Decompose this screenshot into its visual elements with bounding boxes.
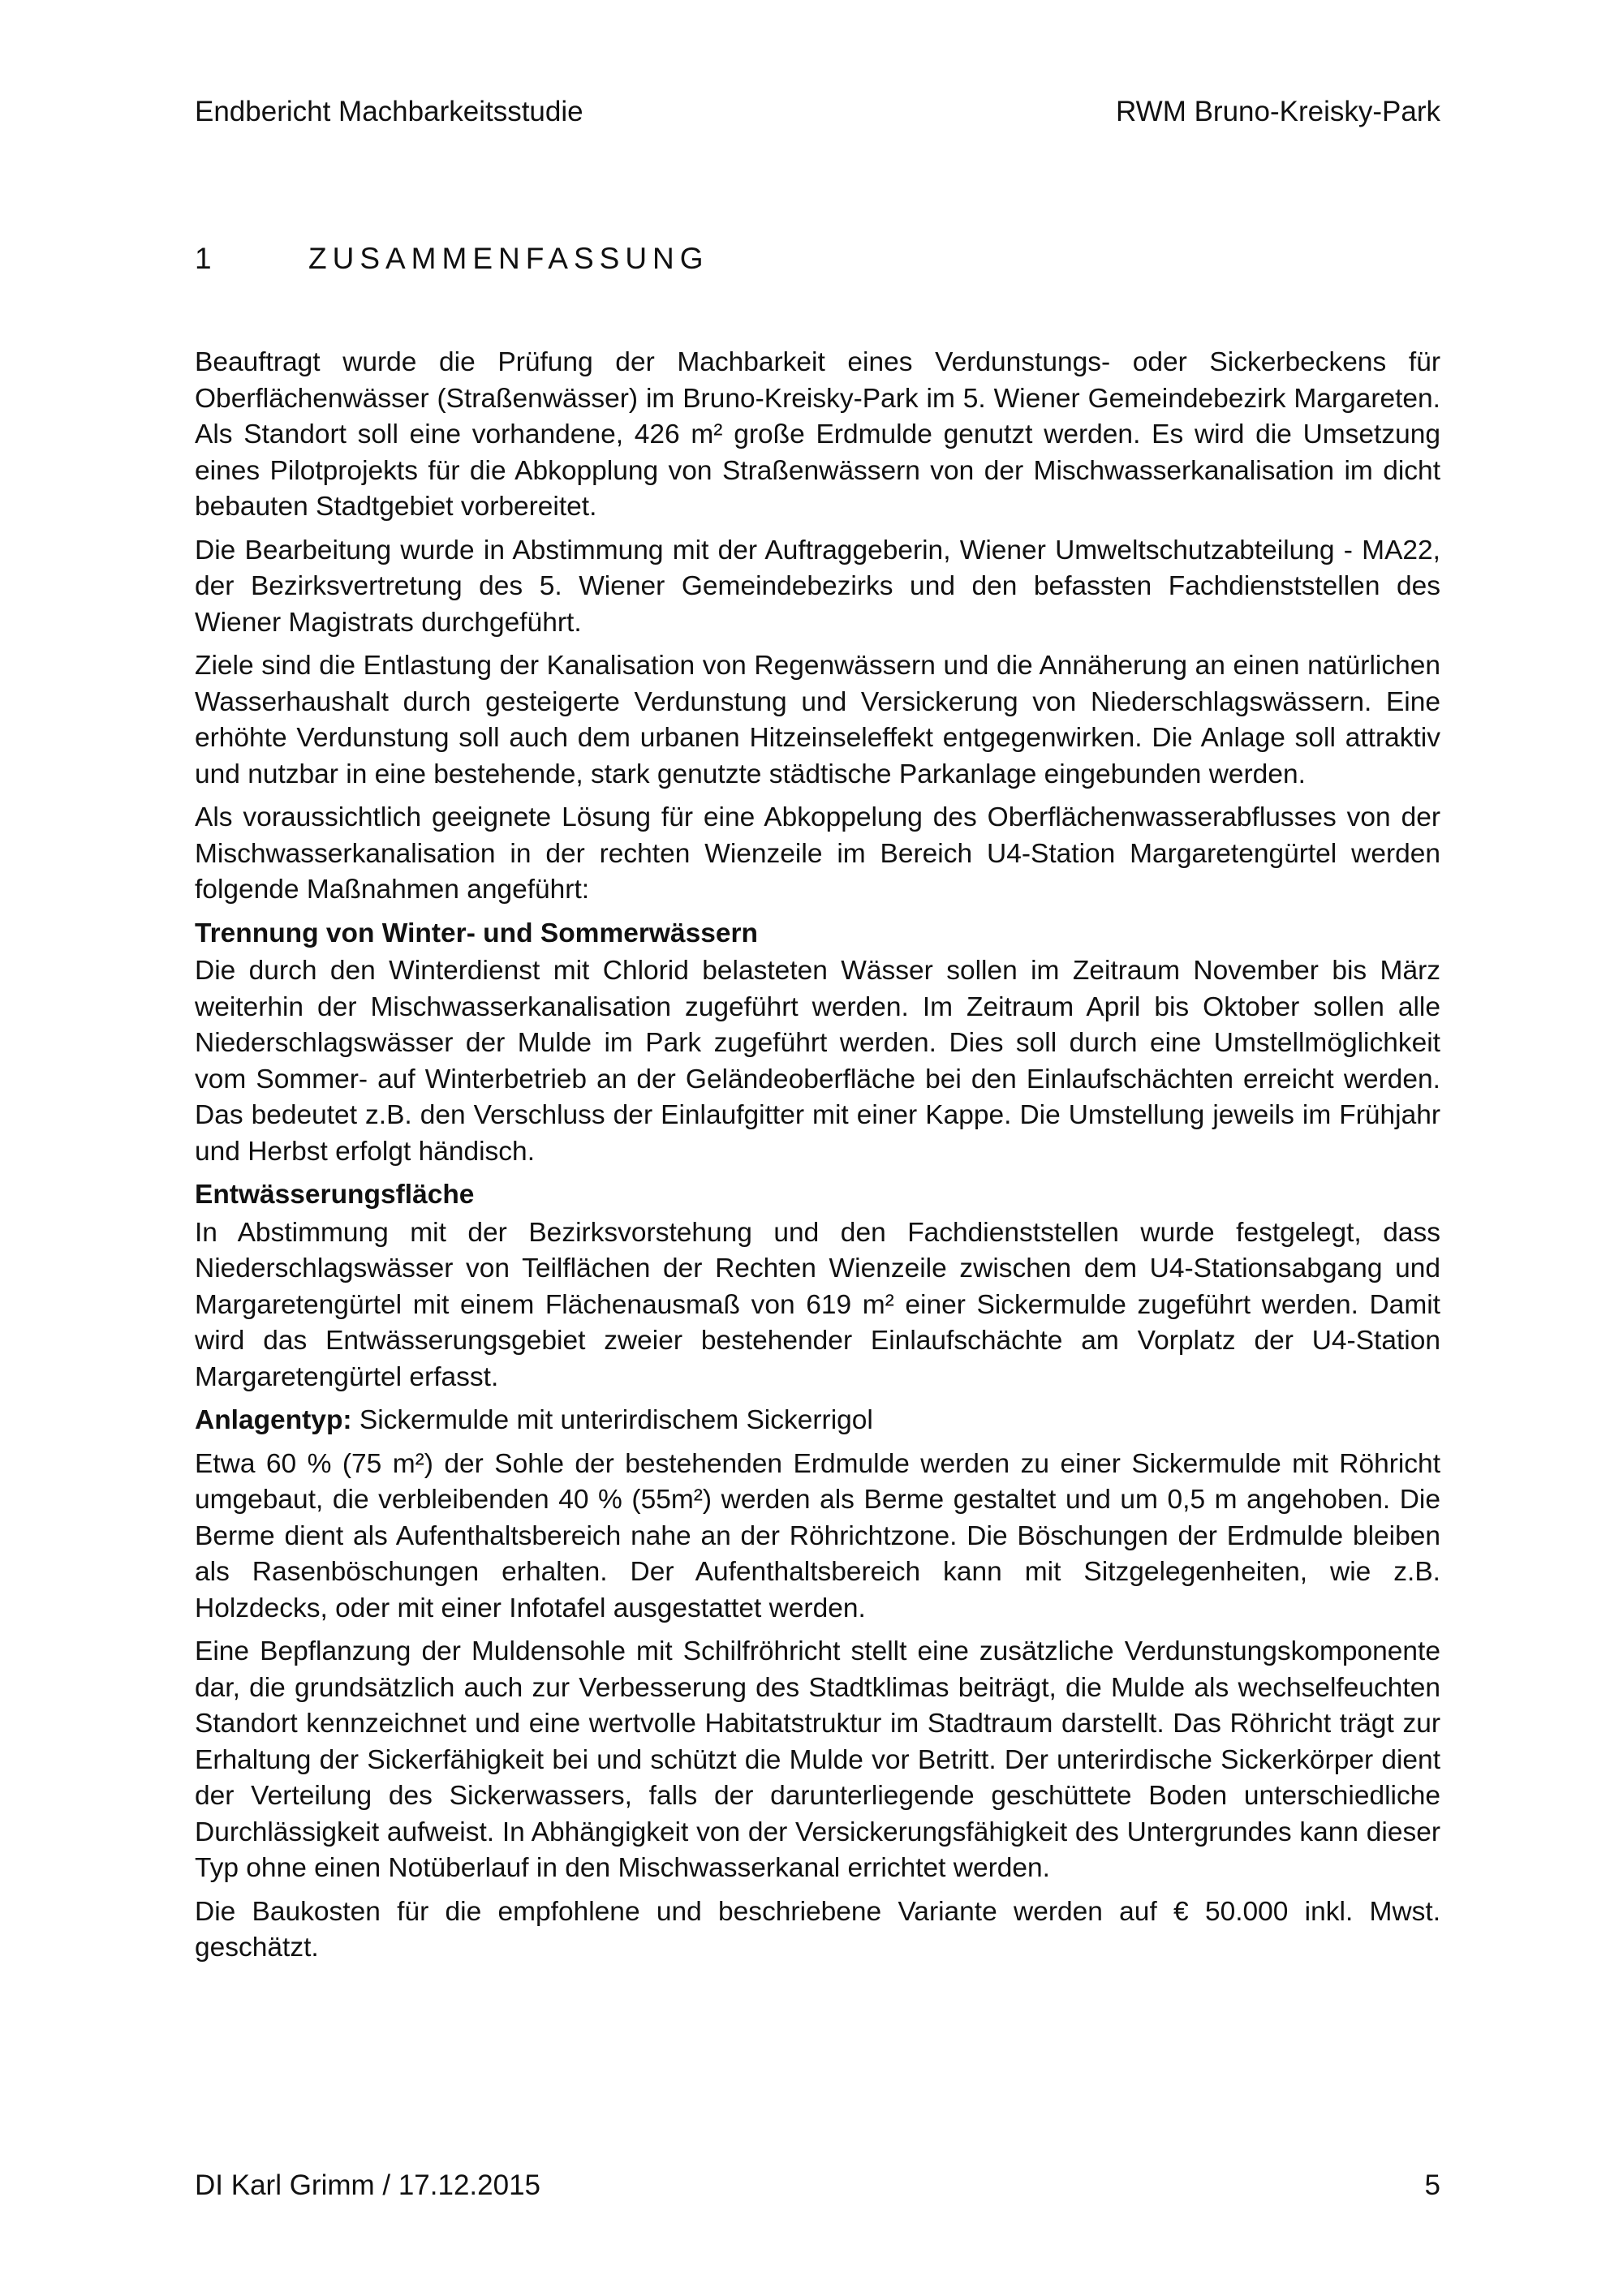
section-heading — [195, 240, 709, 277]
subheading-winter-summer: Trennung von Winter- und Sommerwässern — [195, 918, 758, 948]
facility-type-text: Sickermulde mit unterirdischem Sickerrigol — [351, 1405, 873, 1435]
footer-author-date: DI Karl Grimm / 17.12.2015 — [195, 2169, 540, 2201]
document-body — [195, 345, 1440, 1974]
page-header — [195, 94, 1440, 130]
footer-page-number: 5 — [1424, 2169, 1440, 2201]
paragraph-goals: Ziele sind die Entlastung der Kanalisation von Regenwässern und die Annäherung an einen natürlichen Wasserhaushalt durch gesteigerte Verdunstung und Versickerung von Niederschlagswässern. Eine erhöhte Verdunstung soll auch dem urbanen Hitzeinseleffekt entgegenwirken. Die Anlage soll attraktiv und nutzbar in eine bestehende, stark genutzte städtische Parkanlage eingebunden werden. — [195, 651, 1440, 789]
paragraph-drainage-area: In Abstimmung mit der Bezirksvorstehung und den Fachdienststellen wurde festgelegt, dass Niederschlagswässer von Teilflächen der Rechten Wienzeile zwischen dem U4-Stationsabgang und Margaretengürtel mit einem Flächenausmaß von 619 m² einer Sickermulde zugeführt werden. Damit wird das Entwässerungsgebiet zweier bestehender Einlaufschächte am Vorplatz der U4-Station Margaretengürtel erfasst. — [195, 1217, 1440, 1392]
subheading-drainage-area: Entwässerungsfläche — [195, 1180, 475, 1210]
facility-type-label: Anlagentyp: — [195, 1405, 352, 1435]
paragraph-winter-summer: Die durch den Winterdienst mit Chlorid belasteten Wässer sollen im Zeitraum November bis März weiterhin der Mischwasserkanalisation zugeführt werden. Im Zeitraum April bis Oktober sollen alle Niederschlagswässer der Mulde im Park zugeführt werden. Dies soll durch eine Umstellmöglichkeit vom Sommer- auf Winterbetrieb an der Geländeoberfläche bei den Einlaufschächten erreicht werden. Das bedeutet z.B. den Verschluss der Einlaufgitter mit einer Kappe. Die Umstellung jeweils im Frühjahr und Herbst erfolgt händisch. — [195, 956, 1440, 1167]
paragraph-facility-design: Etwa 60 % (75 m²) der Sohle der bestehenden Erdmulde werden zu einer Sickermulde mit Röhricht umgebaut, die verbleibenden 40 % (55m²) werden als Berme gestaltet und um 0,5 m angehoben. Die Berme dient als Aufenthaltsbereich nahe an der Röhrichtzone. Die Böschungen der Erdmulde bleiben als Rasenböschungen erhalten. Der Aufenthaltsbereich kann mit Sitzgelegenheiten, wie z.B. Holzdecks, oder mit einer Infotafel ausgestattet werden. — [195, 1448, 1440, 1623]
paragraph-coordination: Die Bearbeitung wurde in Abstimmung mit der Auftraggeberin, Wiener Umweltschutzabteilung - MA22, der Bezirksvertretung des 5. Wiener Gemeindebezirks und den befassten Fachdienststellen des Wiener Magistrats durchgeführt. — [195, 535, 1440, 638]
paragraph-solution: Als voraussichtlich geeignete Lösung für eine Abkoppelung des Oberflächenwasserabflusses von der Mischwasserkanalisation in der rechten Wienzeile im Bereich U4-Station Margaretengürtel werden folgende Maßnahmen angeführt: — [195, 802, 1440, 905]
paragraph-costs: Die Baukosten für die empfohlene und beschriebene Variante werden auf € 50.000 inkl. Mwst. geschätzt. — [195, 1896, 1440, 1963]
section-title: ZUSAMMENFASSUNG — [308, 242, 709, 275]
section-number: 1 — [195, 242, 217, 275]
page-footer — [195, 2168, 1440, 2204]
subheading-facility-type — [195, 1403, 1440, 1439]
header-document-title: Endbericht Machbarkeitsstudie — [195, 96, 583, 127]
paragraph-planting: Eine Bepflanzung der Muldensohle mit Schilfröhricht stellt eine zusätzliche Verdunstungskomponente dar, die grundsätzlich auch zur Verbesserung des Stadtklimas beiträgt, die Mulde als wechselfeuchten Standort kennzeichnet und eine wertvolle Habitatstruktur im Stadtraum darstellt. Das Röhricht trägt zur Erhaltung der Sickerfähigkeit bei und schützt die Mulde vor Betritt. Der unterirdische Sickerkörper dient der Verteilung des Sickerwassers, falls der darunterliegende geschüttete Boden unterschiedliche Durchlässigkeit aufweist. In Abhängigkeit von der Versickerungsfähigkeit des Untergrundes kann dieser Typ ohne einen Notüberlauf in den Mischwasserkanal errichtet werden. — [195, 1636, 1440, 1883]
header-project-name: RWM Bruno-Kreisky-Park — [1116, 96, 1440, 127]
paragraph-assignment: Beauftragt wurde die Prüfung der Machbarkeit eines Verdunstungs- oder Sickerbeckens für Oberflächenwässer (Straßenwässer) im Bruno-Kreisky-Park im 5. Wiener Gemeindebezirk Margareten. Als Standort soll eine vorhandene, 426 m² große Erdmulde genutzt werden. Es wird die Umsetzung eines Pilotprojekts für die Abkopplung von Straßenwässern von der Mischwasserkanalisation im dicht bebauten Stadtgebiet vorbereitet. — [195, 347, 1440, 522]
